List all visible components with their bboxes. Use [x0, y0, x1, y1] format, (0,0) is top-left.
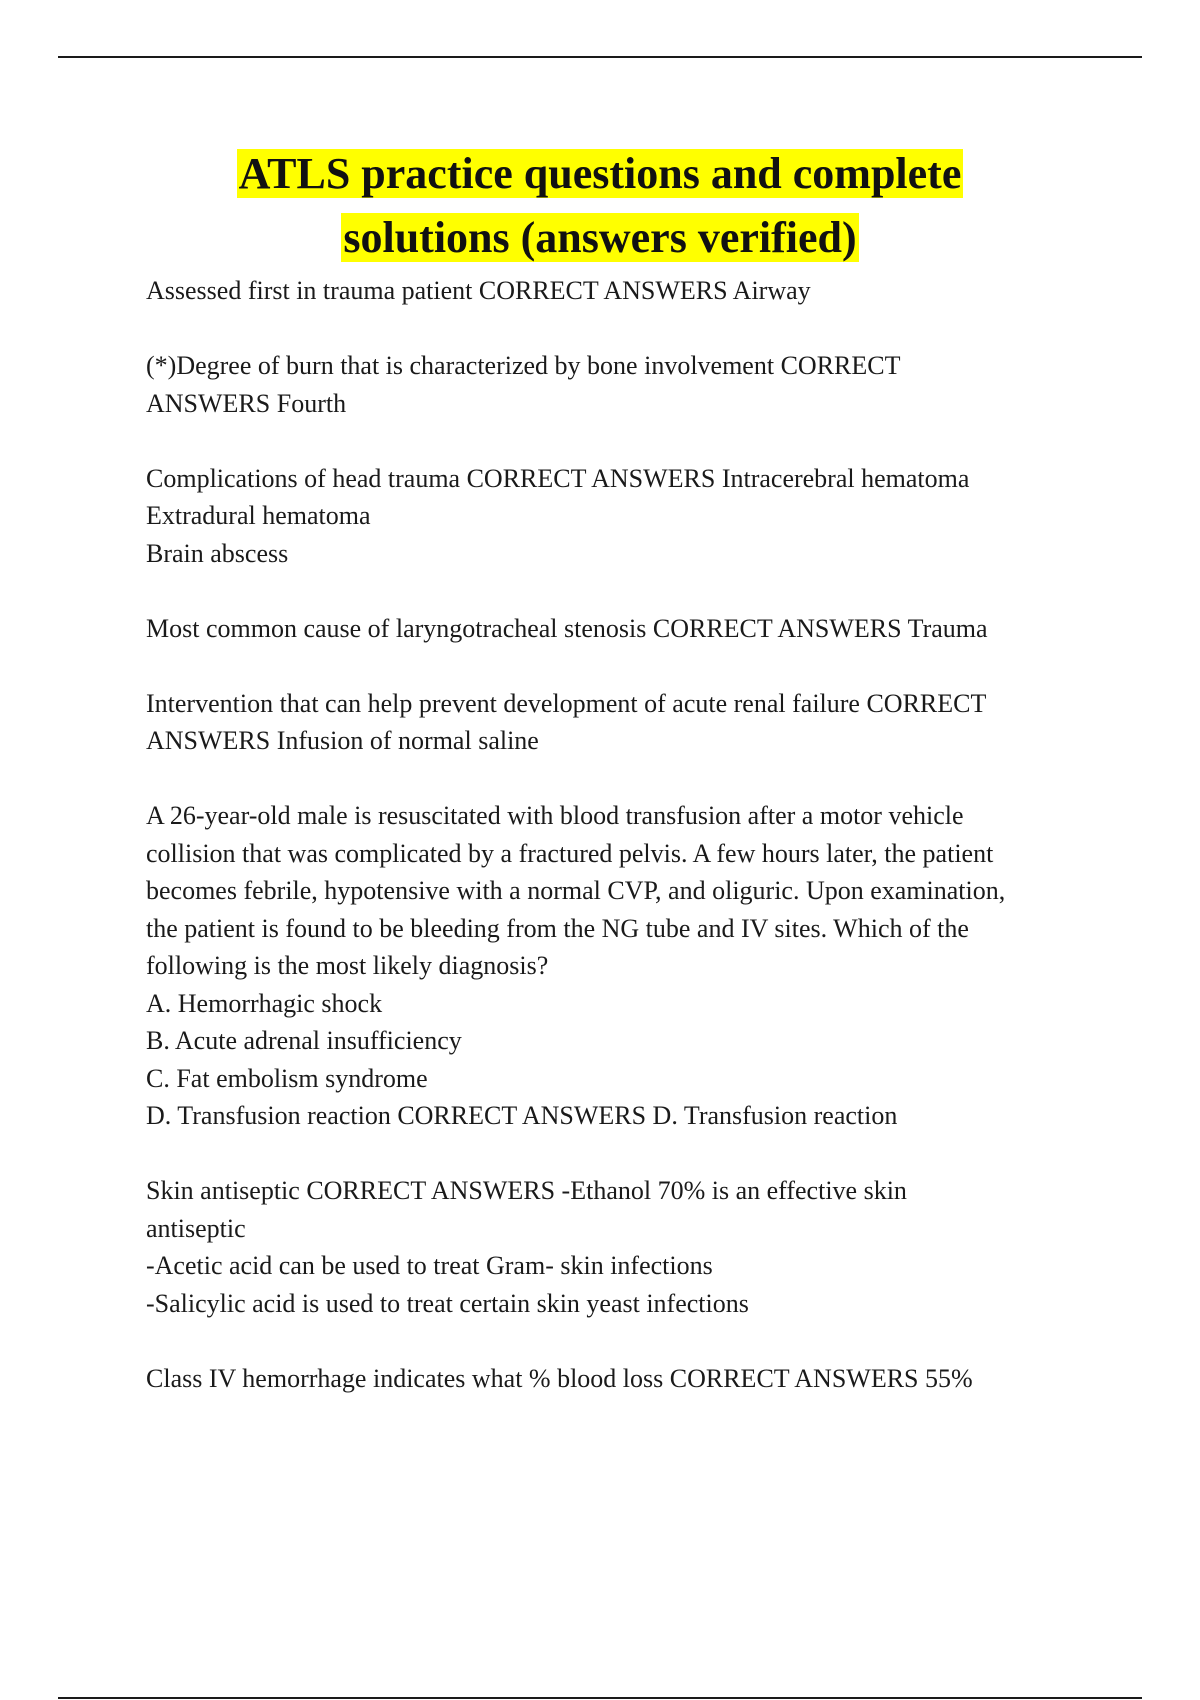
page-title	[0, 142, 1200, 270]
qa-line: A 26-year-old male is resuscitated with blood transfusion after a motor vehicle	[146, 801, 964, 830]
qa-line: Skin antiseptic CORRECT ANSWERS -Ethanol 70% is an effective skin	[146, 1176, 907, 1205]
qa-line: -Acetic acid can be used to treat Gram- skin infections	[146, 1251, 713, 1280]
qa-item	[146, 797, 1096, 1135]
qa-line: -Salicylic acid is used to treat certain skin yeast infections	[146, 1288, 749, 1318]
qa-line: becomes febrile, hypotensive with a normal CVP, and oliguric. Upon examination,	[146, 876, 1006, 905]
qa-item	[146, 347, 1096, 422]
qa-line: Class IV hemorrhage indicates what % blood loss CORRECT ANSWERS 55%	[146, 1363, 973, 1393]
answer-option-b: B. Acute adrenal insufficiency	[146, 1026, 462, 1055]
title-line-1: ATLS practice questions and complete	[238, 149, 962, 198]
qa-line: the patient is found to be bleeding from the NG tube and IV sites. Which of the	[146, 913, 969, 943]
qa-line: Complications of head trauma CORRECT ANSWERS Intracerebral hematoma	[146, 463, 970, 493]
qa-line: Extradural hematoma	[146, 501, 371, 530]
answer-option-c: C. Fat embolism syndrome	[146, 1063, 428, 1093]
qa-item	[146, 1172, 1096, 1322]
qa-line: Brain abscess	[146, 538, 289, 568]
qa-item	[146, 685, 1096, 760]
bottom-rule	[58, 1697, 1142, 1699]
qa-item	[146, 460, 1096, 573]
qa-line: ANSWERS Fourth	[146, 388, 347, 418]
qa-line: ANSWERS Infusion of normal saline	[146, 726, 539, 755]
qa-item	[146, 1360, 1096, 1398]
qa-line: antiseptic	[146, 1213, 246, 1243]
title-line-2: solutions (answers verified)	[343, 213, 857, 262]
answer-option-a: A. Hemorrhagic shock	[146, 988, 383, 1018]
qa-line: (*)Degree of burn that is characterized by bone involvement CORRECT	[146, 351, 901, 380]
qa-line: following is the most likely diagnosis?	[146, 951, 549, 980]
qa-line: Most common cause of laryngotracheal stenosis CORRECT ANSWERS Trauma	[146, 613, 988, 643]
qa-line: collision that was complicated by a fractured pelvis. A few hours later, the patient	[146, 838, 994, 868]
top-rule	[58, 56, 1142, 58]
qa-line: Intervention that can help prevent development of acute renal failure CORRECT	[146, 688, 987, 718]
qa-item	[146, 610, 1096, 648]
qa-item	[146, 272, 1096, 310]
qa-line: Assessed first in trauma patient CORRECT ANSWERS Airway	[146, 276, 811, 305]
qa-list	[146, 272, 1096, 1435]
answer-option-d: D. Transfusion reaction CORRECT ANSWERS D. Transfusion reaction	[146, 1101, 898, 1130]
